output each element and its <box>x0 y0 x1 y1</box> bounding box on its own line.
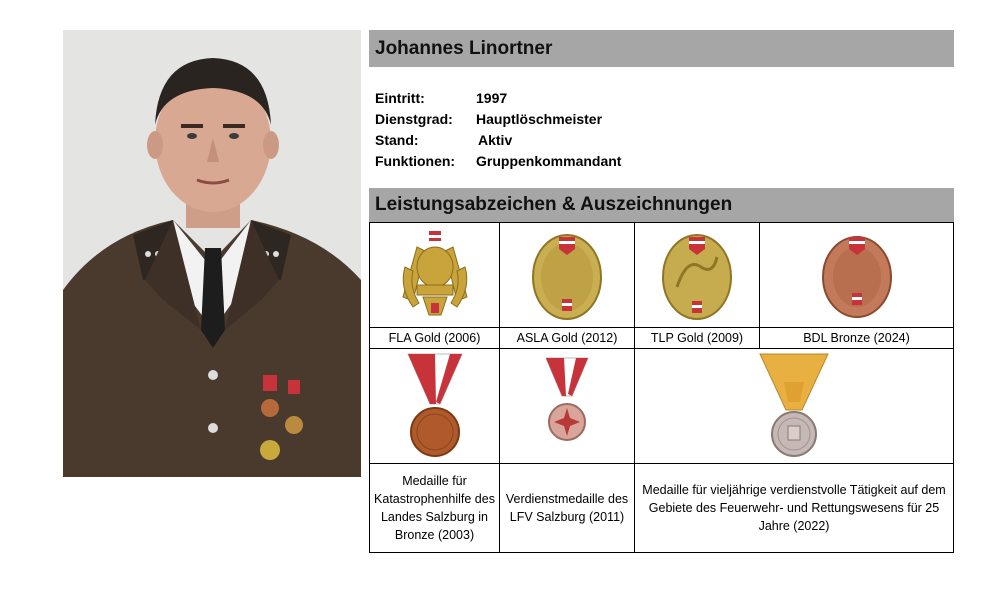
info-label: Eintritt: <box>375 90 425 106</box>
badge-image-cell <box>635 223 760 328</box>
awards-table <box>369 222 954 553</box>
badge-image-cell <box>370 223 500 328</box>
medal-image-cell <box>635 349 954 464</box>
medal-caption: Medaille für vieljährige verdienstvolle Tätigkeit auf dem Gebiete des Feuerwehr- und Rettungswesens für 25 Jahre (2022) <box>635 464 954 553</box>
25-jahre-medal-icon <box>754 352 834 460</box>
info-row-eintritt <box>375 88 935 109</box>
medal-caption: Medaille für Katastrophenhilfe des Landes Salzburg in Bronze (2003) <box>370 464 500 553</box>
fla-gold-badge-icon <box>395 227 475 323</box>
portrait-icon <box>63 30 361 477</box>
info-row-funktionen <box>375 151 935 172</box>
badge-caption: FLA Gold (2006) <box>370 328 500 349</box>
medal-image-cell <box>370 349 500 464</box>
info-value: 1997 <box>476 90 508 106</box>
info-value: Hauptlöschmeister <box>476 111 603 127</box>
badge-image-cell <box>760 223 954 328</box>
badge-caption: BDL Bronze (2024) <box>760 328 954 349</box>
person-name-header: Johannes Linortner <box>369 30 954 67</box>
medal-image-cell <box>500 349 635 464</box>
badge-caption: TLP Gold (2009) <box>635 328 760 349</box>
portrait-photo <box>63 30 361 477</box>
badge-caption: ASLA Gold (2012) <box>500 328 635 349</box>
info-label: Funktionen: <box>375 153 456 169</box>
info-value: Aktiv <box>478 132 513 148</box>
person-info <box>375 88 935 172</box>
medal-caption: Verdienstmedaille des LFV Salzburg (2011) <box>500 464 635 553</box>
badge-image-cell <box>500 223 635 328</box>
bdl-bronze-badge-icon <box>817 227 897 323</box>
lfv-verdienst-medal-icon <box>532 352 602 460</box>
info-row-dienstgrad <box>375 109 935 130</box>
info-value: Gruppenkommandant <box>476 153 622 169</box>
info-label: Dienstgrad: <box>375 111 453 127</box>
asla-gold-badge-icon <box>527 227 607 323</box>
katastrophenhilfe-medal-icon <box>400 352 470 460</box>
info-row-stand <box>375 130 935 151</box>
info-label: Stand: <box>375 132 419 148</box>
awards-section-header: Leistungsabzeichen & Auszeichnungen <box>369 188 954 222</box>
tlp-gold-badge-icon <box>657 227 737 323</box>
